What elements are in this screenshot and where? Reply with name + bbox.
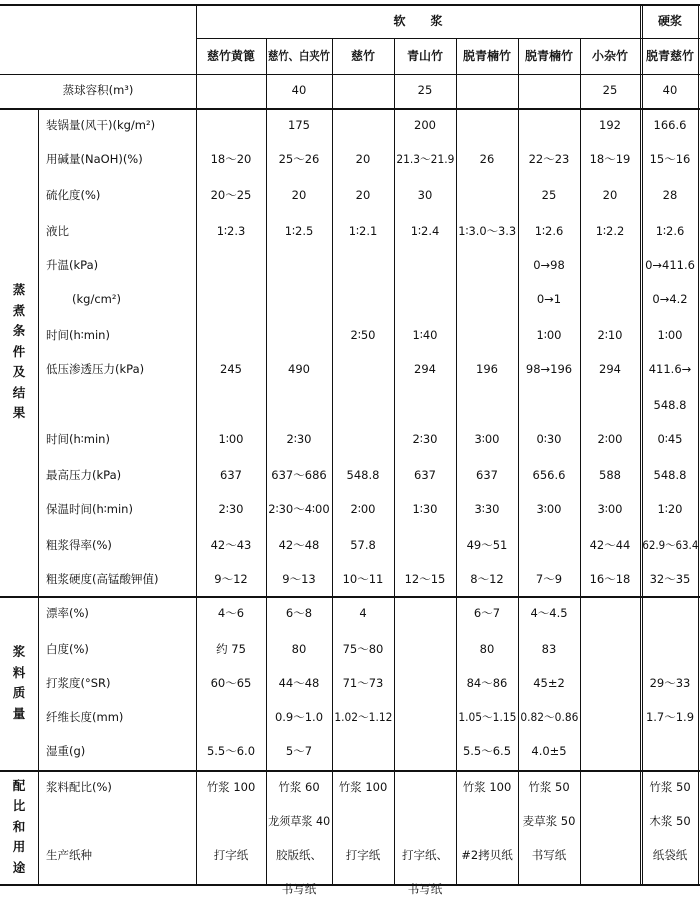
usage-row-value: 竹浆 100: [462, 780, 512, 795]
quality-row-value: [641, 740, 699, 764]
cooking-row-value: [519, 394, 579, 418]
cooking-row-value: [457, 288, 517, 312]
quality-row-value: 45±2: [533, 676, 565, 691]
cooking-row-value: 1∶00: [657, 328, 683, 343]
cooking-row-value: 1∶20: [657, 502, 683, 517]
cooking-row-value: 1∶40: [412, 328, 438, 343]
cooking-row-value: 1∶2.6: [655, 224, 685, 239]
cooking-row-value: [333, 114, 393, 138]
cooking-row-value: 2∶30: [286, 432, 312, 447]
cooking-row-value: 25～26: [278, 152, 320, 167]
cooking-row-value: 32～35: [649, 572, 691, 587]
quality-row-value: 83: [541, 642, 557, 657]
cooking-row-value: [395, 534, 455, 558]
cooking-row-value: 98→196: [525, 362, 573, 377]
quality-row-value: 71～73: [342, 676, 384, 691]
cooking-row-value: 42～43: [210, 538, 252, 553]
cooking-row-label: 保温时间(h∶min): [46, 502, 133, 517]
cooking-row-label: 硫化度(%): [46, 188, 101, 203]
soft-pulp-header: 软 浆: [393, 14, 443, 28]
cooking-row-value: [519, 534, 579, 558]
cooking-row-value: [333, 428, 393, 452]
group-label: [0, 770, 38, 884]
cooking-row-value: 548.8: [653, 468, 687, 483]
cooking-row-value: 0∶45: [657, 432, 683, 447]
cooking-row-value: 62.9～63.4: [641, 538, 699, 553]
cooking-row-label: 粗浆得率(%): [46, 538, 112, 553]
cooking-row-value: 20: [602, 188, 618, 203]
cooking-row-value: 15～16: [649, 152, 691, 167]
quality-row-value: 约 75: [216, 642, 246, 657]
group-label-char: 质: [12, 685, 26, 700]
cooking-row-value: 3∶00: [597, 502, 623, 517]
quality-row-label: 漂率(%): [46, 606, 89, 621]
cooking-row-label: 时间(h∶min): [46, 432, 110, 447]
cooking-row-value: 10～11: [342, 572, 384, 587]
rule-soft-header: [196, 38, 700, 39]
usage-row-value: [333, 878, 393, 902]
cooking-row-label: [46, 394, 194, 418]
cooking-row-value: 1∶00: [536, 328, 562, 343]
hard-pulp-header: 硬浆: [657, 14, 682, 28]
cooking-row-value: [395, 288, 455, 312]
cooking-row-value: 0→1: [536, 292, 562, 307]
usage-row-label: [46, 810, 194, 834]
cooking-row-value: 192: [599, 118, 621, 133]
group-label-char: 配: [12, 777, 26, 793]
ball-volume-value: 25: [602, 83, 618, 98]
usage-row-value: 麦草浆 50: [522, 814, 576, 829]
cooking-row-value: 1∶00: [218, 432, 244, 447]
group-label-char: 料: [12, 664, 26, 680]
cooking-row-value: 637: [476, 468, 498, 483]
cooking-row-value: [457, 324, 517, 348]
usage-row-value: 书写纸: [281, 882, 317, 897]
cooking-row-value: 20～25: [210, 188, 252, 203]
cooking-row-value: 0→98: [533, 258, 565, 273]
usage-row-value: 胶版纸、: [276, 848, 322, 863]
group-label-char: 蒸: [12, 282, 26, 298]
cooking-row-value: 637: [414, 468, 436, 483]
cooking-row-value: [519, 114, 579, 138]
cooking-row-value: 490: [288, 362, 310, 377]
usage-row-value: [581, 878, 639, 902]
cooking-row-value: 25: [541, 188, 557, 203]
cooking-row-value: 200: [414, 118, 436, 133]
quality-row-value: 0.82～0.86: [519, 710, 579, 725]
ball-volume-label: 蒸球容积(m³): [62, 83, 134, 98]
group-label-char: 结: [12, 384, 26, 400]
quality-row-value: [395, 740, 455, 764]
group-label-char: 量: [12, 705, 26, 721]
cooking-row-label: 升温(kPa): [46, 258, 99, 273]
group-label-char: 件: [12, 343, 26, 359]
quality-row-value: 1.7～1.9: [645, 710, 695, 725]
group-label-char: 途: [12, 859, 26, 875]
cooking-row-value: [197, 254, 265, 278]
quality-row-label: 打浆度(°SR): [46, 676, 111, 691]
group-label: [0, 108, 38, 596]
quality-row-value: 4～6: [217, 606, 245, 621]
usage-row-value: 竹浆 100: [338, 780, 388, 795]
cooking-row-value: 42～44: [589, 538, 631, 553]
usage-row-value: 打字纸: [345, 848, 381, 863]
cooking-row-value: [333, 394, 393, 418]
column-header-6: 脱青楠竹: [524, 49, 573, 63]
cooking-row-value: 8～12: [470, 572, 504, 587]
cooking-row-value: [395, 394, 455, 418]
usage-row-value: 竹浆 100: [206, 780, 256, 795]
cooking-row-value: 49～51: [466, 538, 508, 553]
group-label-char: 及: [12, 364, 26, 380]
cooking-row-value: 588: [599, 468, 621, 483]
cooking-row-value: [267, 254, 331, 278]
cooking-row-label: 装锅量(风干)(kg/m²): [46, 118, 156, 133]
cooking-row-value: [267, 394, 331, 418]
quality-row-value: [581, 706, 639, 730]
quality-row-value: 1.02～1.12: [333, 710, 393, 725]
usage-row-value: [581, 844, 639, 868]
quality-row-value: [197, 706, 265, 730]
cooking-row-label: 粗浆硬度(高锰酸钾值): [46, 572, 159, 587]
quality-row-value: 4: [359, 606, 367, 621]
quality-row-value: 44～48: [278, 676, 320, 691]
cooking-row-value: 3∶00: [474, 432, 500, 447]
usage-row-label: 生产纸种: [46, 848, 92, 863]
cooking-row-value: 0→411.6: [645, 258, 695, 273]
quality-row-value: 29～33: [649, 676, 691, 691]
usage-row-value: [641, 878, 699, 902]
quality-row-value: [395, 706, 455, 730]
group-label-char: 和: [12, 818, 26, 834]
rule-group-col: [38, 108, 39, 884]
cooking-row-value: 2∶00: [350, 502, 376, 517]
cooking-row-value: 20: [291, 188, 307, 203]
cooking-row-value: [267, 324, 331, 348]
usage-row-value: 打字纸: [213, 848, 249, 863]
usage-row-value: [395, 776, 455, 800]
cooking-row-value: [457, 184, 517, 208]
quality-row-label: 纤维长度(mm): [46, 710, 124, 725]
quality-row-value: [581, 740, 639, 764]
cooking-row-value: [581, 394, 639, 418]
quality-row-value: [641, 638, 699, 662]
cooking-row-value: 656.6: [532, 468, 566, 483]
rule-ball-bottom: [0, 108, 700, 110]
cooking-row-value: 1∶2.4: [410, 224, 440, 239]
cooking-row-value: 294: [599, 362, 621, 377]
cooking-row-value: 1∶2.6: [534, 224, 564, 239]
cooking-row-value: 57.8: [350, 538, 376, 553]
usage-row-value: 竹浆 60: [278, 780, 320, 795]
quality-row-label: 白度(%): [46, 642, 89, 657]
usage-row-label: 浆料配比(%): [46, 780, 112, 795]
cooking-row-value: [333, 358, 393, 382]
usage-row-value: 打字纸、: [402, 848, 448, 863]
column-header-4: 青山竹: [406, 49, 443, 63]
quality-row-value: 0.9～1.0: [274, 710, 324, 725]
cooking-row-value: 1∶2.5: [284, 224, 314, 239]
rule-quality-bottom: [0, 770, 700, 772]
cooking-row-value: 2∶30～4∶00: [268, 502, 330, 517]
usage-row-value: 龙须草浆 40: [268, 814, 330, 829]
cooking-row-value: 3∶00: [536, 502, 562, 517]
cooking-row-value: 12～15: [404, 572, 446, 587]
cooking-row-value: 20: [355, 152, 371, 167]
cooking-row-value: 7～9: [535, 572, 563, 587]
cooking-row-value: [197, 394, 265, 418]
usage-row-value: [581, 810, 639, 834]
usage-row-value: 书写纸: [407, 882, 443, 897]
quality-row-value: 75～80: [342, 642, 384, 657]
ball-volume-value: 25: [417, 83, 433, 98]
cooking-row-value: 548.8: [653, 398, 687, 413]
cooking-row-value: [333, 288, 393, 312]
ball-volume-value: [333, 78, 393, 104]
cooking-row-value: 28: [662, 188, 678, 203]
usage-row-value: [395, 810, 455, 834]
column-header-5: 脱青楠竹: [462, 49, 511, 63]
usage-row-value: [457, 878, 517, 902]
ball-volume-value: 40: [662, 83, 678, 98]
cooking-row-value: [457, 394, 517, 418]
cooking-row-value: 2∶30: [412, 432, 438, 447]
cooking-row-value: 20: [355, 188, 371, 203]
cooking-row-value: 1∶2.3: [216, 224, 246, 239]
group-label-char: 浆: [12, 644, 26, 659]
cooking-row-value: 294: [414, 362, 436, 377]
cooking-row-value: 175: [288, 118, 310, 133]
quality-row-value: [581, 638, 639, 662]
quality-row-value: 5.5～6.0: [206, 744, 256, 759]
usage-row-label: [46, 878, 194, 902]
usage-row-value: [197, 810, 265, 834]
quality-row-value: [581, 602, 639, 626]
cooking-row-value: [395, 254, 455, 278]
cooking-row-value: 22～23: [528, 152, 570, 167]
rule-cook-bottom: [0, 596, 700, 598]
cooking-row-value: 9～13: [282, 572, 316, 587]
cooking-row-label: (kg/cm²): [72, 292, 121, 307]
quality-row-value: 4～4.5: [530, 606, 568, 621]
group-label-char: 煮: [12, 302, 26, 318]
usage-row-value: [333, 810, 393, 834]
usage-row-value: 竹浆 50: [649, 780, 691, 795]
cooking-row-value: 21.3～21.9: [395, 152, 455, 167]
ball-volume-value: 40: [291, 83, 307, 98]
cooking-row-label: 时间(h∶min): [46, 328, 110, 343]
quality-row-value: [395, 638, 455, 662]
quality-row-value: 6～7: [473, 606, 501, 621]
ball-volume-value: [197, 78, 265, 104]
cooking-row-value: [197, 324, 265, 348]
quality-row-value: [333, 740, 393, 764]
cooking-row-value: 3∶30: [474, 502, 500, 517]
cooking-row-value: 9～12: [214, 572, 248, 587]
cooking-row-value: 2∶00: [597, 432, 623, 447]
quality-row-label: 湿重(g): [46, 744, 86, 759]
cooking-row-value: [581, 288, 639, 312]
usage-row-value: [197, 878, 265, 902]
cooking-row-value: 548.8: [346, 468, 380, 483]
column-header-2: 慈竹、白夹竹: [268, 49, 331, 63]
cooking-row-value: 18～20: [210, 152, 252, 167]
usage-row-value: 竹浆 50: [528, 780, 570, 795]
cooking-row-value: 26: [479, 152, 495, 167]
cooking-row-value: 196: [476, 362, 498, 377]
cooking-row-value: 637～686: [271, 468, 327, 483]
quality-row-value: 80: [291, 642, 307, 657]
cooking-row-value: 2∶30: [218, 502, 244, 517]
cooking-row-label: 低压渗透压力(kPa): [46, 362, 145, 377]
cooking-row-value: 637: [220, 468, 242, 483]
usage-row-value: [457, 810, 517, 834]
usage-row-value: #2拷贝纸: [461, 848, 513, 863]
rule-header-bottom: [0, 74, 700, 75]
group-label-char: 条: [12, 323, 26, 339]
cooking-row-value: 42～48: [278, 538, 320, 553]
group-label: [0, 596, 38, 770]
quality-row-value: 5.5～6.5: [462, 744, 512, 759]
cooking-row-label: 用碱量(NaOH)(%): [46, 152, 143, 167]
cooking-row-value: [581, 254, 639, 278]
usage-row-value: 纸袋纸: [652, 848, 688, 863]
column-header-3: 慈竹: [350, 49, 375, 63]
cooking-row-value: 18～19: [589, 152, 631, 167]
cooking-row-value: [197, 288, 265, 312]
column-header-1: 慈竹黄篦: [206, 49, 255, 63]
quality-row-value: 5～7: [285, 744, 313, 759]
cooking-row-value: [457, 114, 517, 138]
cooking-row-label: 最高压力(kPa): [46, 468, 122, 483]
cooking-row-value: [267, 288, 331, 312]
quality-row-value: 6～8: [285, 606, 313, 621]
group-label-char: 果: [12, 405, 26, 421]
cooking-row-value: 30: [417, 188, 433, 203]
usage-row-value: [519, 878, 579, 902]
cooking-row-value: 411.6→: [648, 362, 692, 377]
cooking-row-label: 液比: [46, 224, 69, 239]
cooking-row-value: 166.6: [653, 118, 687, 133]
usage-row-value: [581, 776, 639, 800]
cooking-row-value: [457, 254, 517, 278]
quality-row-value: 84～86: [466, 676, 508, 691]
group-label-char: 用: [12, 839, 26, 855]
ball-volume-value: [457, 78, 517, 104]
ball-volume-value: [519, 78, 579, 104]
quality-row-value: 4.0±5: [531, 744, 567, 759]
cooking-row-value: [197, 114, 265, 138]
cooking-row-value: 16～18: [589, 572, 631, 587]
quality-row-value: [395, 602, 455, 626]
quality-row-value: [581, 672, 639, 696]
cooking-row-value: 2∶10: [597, 328, 623, 343]
group-label-char: 比: [12, 798, 26, 814]
cooking-row-value: 1∶2.2: [595, 224, 625, 239]
cooking-row-value: 0→4.2: [652, 292, 688, 307]
usage-row-value: 木浆 50: [649, 814, 691, 829]
cooking-row-value: 2∶50: [350, 328, 376, 343]
cooking-row-value: 1∶2.1: [348, 224, 378, 239]
quality-row-value: 1.05～1.15: [457, 710, 517, 725]
usage-row-value: 书写纸: [531, 848, 567, 863]
column-header-7: 小杂竹: [591, 49, 628, 63]
quality-row-value: [395, 672, 455, 696]
cooking-row-value: 1∶3.0～3.3: [458, 224, 516, 239]
cooking-row-value: [333, 254, 393, 278]
cooking-row-value: 0∶30: [536, 432, 562, 447]
quality-row-value: 60～65: [210, 676, 252, 691]
quality-row-value: [641, 602, 699, 626]
quality-row-value: 80: [479, 642, 495, 657]
column-header-8: 脱青慈竹: [645, 49, 694, 63]
cooking-row-value: 245: [220, 362, 242, 377]
cooking-row-value: 1∶30: [412, 502, 438, 517]
